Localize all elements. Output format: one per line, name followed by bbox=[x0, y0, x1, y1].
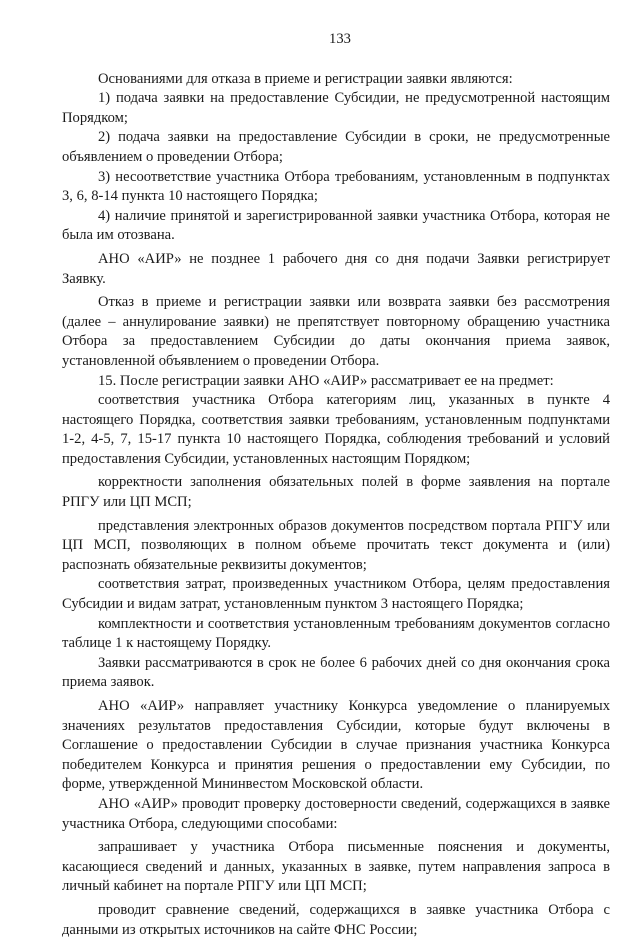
paragraph-verification: АНО «АИР» проводит проверку достоверности сведений, содержащихся в заявке участника Отбора, следующими способами: bbox=[62, 795, 610, 832]
paragraph-notification: АНО «АИР» направляет участнику Конкурса уведомление о планируемых значениях результатов предоставления Субсидии, которые будут включены в Соглашение о предоставлении Субсидии в случае признания участника Конкурса победителем Конкурса и принятия решения о предоставлении ему Субсидии, по форме, утвержденной Мининвестом Московской области. bbox=[62, 698, 610, 793]
paragraph-item-15: 15. После регистрации заявки АНО «АИР» рассматривает ее на предмет: bbox=[98, 372, 554, 389]
paragraph-refusal-grounds: Основаниями для отказа в приеме и регистрации заявки являются: bbox=[98, 70, 513, 87]
paragraph-check-costs: соответствия затрат, произведенных участником Отбора, целям предоставления Субсидии и видам затрат, установленным пунктом 3 настоящего Порядка; bbox=[62, 576, 610, 613]
paragraph-ground-3: 3) несоответствие участника Отбора требованиям, установленным в подпунктах 3, 6, 8-14 пункта 10 настоящего Порядка; bbox=[62, 168, 610, 205]
paragraph-check-category: соответствия участника Отбора категориям лиц, указанных в пункте 4 настоящего Порядка, соответствия заявки требованиям, установленным подпунктами 1-2, 4-5, 7, 15-17 пункта 10 настоящего Порядка, соблюдения требований и условий предоставления Субсидии, установленных настоящим Порядком; bbox=[62, 392, 610, 467]
page-number: 133 bbox=[329, 31, 351, 47]
paragraph-registration: АНО «АИР» не позднее 1 рабочего дня со дня подачи Заявки регистрирует Заявку. bbox=[62, 250, 610, 287]
paragraph-check-fields: корректности заполнения обязательных полей в форме заявления на портале РПГУ или ЦП МСП; bbox=[62, 474, 610, 511]
paragraph-ground-1: 1) подача заявки на предоставление Субсидии, не предусмотренной настоящим Порядком; bbox=[62, 90, 610, 126]
paragraph-ground-4: 4) наличие принятой и зарегистрированной заявки участника Отбора, которая не была им отозвана. bbox=[62, 207, 610, 244]
paragraph-check-completeness: комплектности и соответствия установленным требованиям документов согласно таблице 1 к настоящему Порядку. bbox=[62, 615, 610, 652]
paragraph-check-documents: представления электронных образов документов посредством портала РПГУ или ЦП МСП, позволяющих в полном объеме прочитать текст документа и (или) распознать обязательные реквизиты документов; bbox=[62, 517, 610, 573]
paragraph-cancellation: Отказ в приеме и регистрации заявки или возврата заявки без рассмотрения (далее – аннулирование заявки) не препятствует повторному обращению участника Отбора за предоставлением Субсидии до даты окончания приема заявок, установленной объявлением о проведении Отбора. bbox=[62, 294, 610, 369]
paragraph-method-compare: проводит сравнение сведений, содержащихся в заявке участника Отбора с данными из открытых источников на сайте ФНС России; bbox=[62, 901, 610, 938]
paragraph-review-term: Заявки рассматриваются в срок не более 6 рабочих дней со дня окончания срока приема заявок. bbox=[62, 654, 610, 691]
paragraph-method-request: запрашивает у участника Отбора письменные пояснения и документы, касающиеся сведений и данных, указанных в заявке, путем направления запроса в личный кабинет на портале РПГУ или ЦП МСП; bbox=[62, 839, 610, 895]
paragraph-ground-2: 2) подача заявки на предоставление Субсидии в сроки, не предусмотренные объявлением о проведении Отбора; bbox=[62, 129, 610, 165]
